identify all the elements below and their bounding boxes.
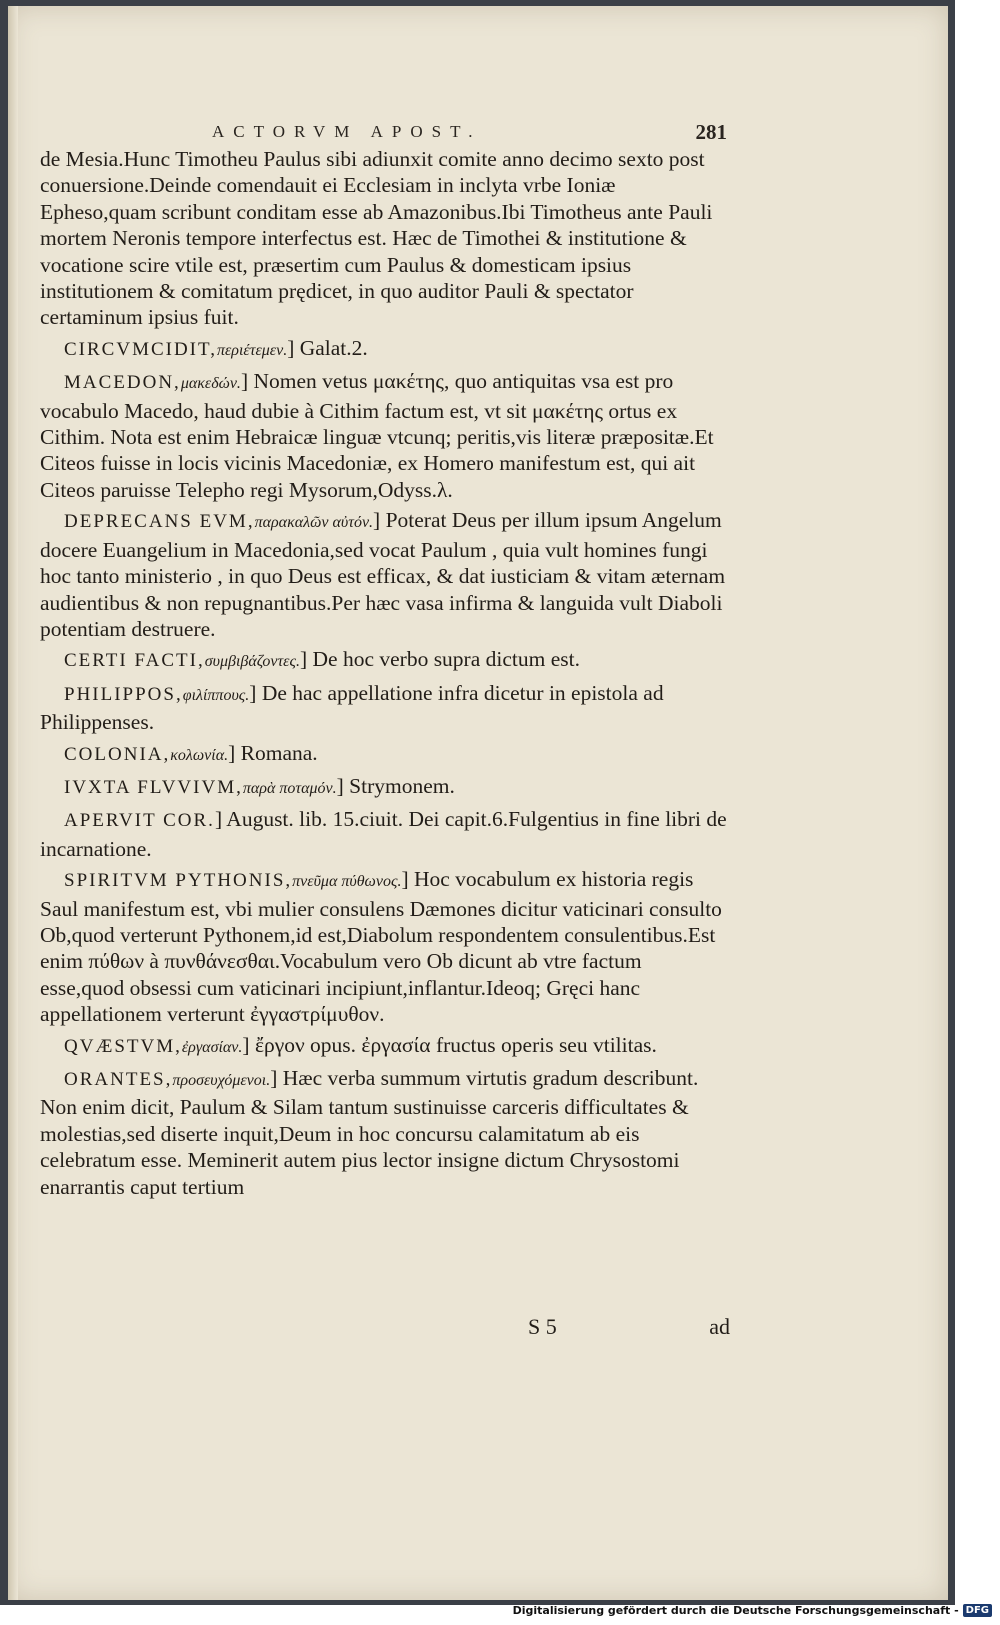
commentary-entry <box>40 1065 730 1200</box>
lemma: APERVIT COR. <box>64 810 215 832</box>
running-head: ACTORVM APOST. <box>212 122 482 141</box>
greek-term: κολωνία. <box>170 746 229 764</box>
paragraph-text: de Mesia.Hunc Timotheu Paulus sibi adiunxit comite anno decimo sexto post conuersione.Deinde comendauit ei Ecclesiam in inclyta vrbe Ioniæ Epheso,quam scribunt conditam esse ab Amazonibus.Ibi Timotheus ante Pauli mortem Neronis tempore interfectus est. Hæc de Timothei & institutione & vocatione scire vtile est, præsertim cum Paulus & domesticam ipsius institutionem & comitatum prędicet, in quo auditor Pauli & spectator certaminum ipsius fuit. <box>40 147 713 330</box>
entry-text: ] August. lib. 15.ciuit. Dei capit.6.Fulgentius in fine libri de incarnatione. <box>40 807 727 861</box>
lemma: PHILIPPOS, <box>64 683 183 705</box>
greek-term: μακεδών. <box>180 375 241 393</box>
dfg-logo-icon: DFG <box>963 1604 992 1617</box>
lemma: COLONIA, <box>64 743 171 765</box>
lemma: MACEDON, <box>64 372 181 394</box>
commentary-entry <box>40 773 730 802</box>
entry-text: ] Poterat Deus per illum ipsum Angelum docere Euangelium in Macedonia,sed vocat Paulum , quia vult homines fungi hoc tanto ministerio , in quo Deus est efficax, & dat iusticiam & vitam æternam audientibus & non repugnantibus.Per hæc vasa infirma & languida vult Diaboli potentiam destruere. <box>40 508 726 641</box>
lemma: ORANTES, <box>64 1069 173 1090</box>
page-footer-line <box>40 1314 730 1342</box>
greek-term: παρακαλῶν αὐτόν. <box>254 514 374 532</box>
entry-text: ] Strymonem. <box>336 773 455 798</box>
greek-term: παρὰ ποταμόν. <box>242 779 337 797</box>
entry-text: ] Galat.2. <box>287 335 368 360</box>
commentary-entry <box>40 680 730 736</box>
entry-text: ] Hoc vocabulum ex historia regis Saul manifestum est, vbi mulier consulens Dæmones dicitur vaticinari consulto Ob,quod verterunt Pythonem,id est,Diabolum respondentem consulentibus.Est enim πύθων à πυνθάνεσθαι.Vocabulum vero Ob dicunt ab vtre factum esse,quod obsessi cum vaticinari incipiunt,inflantur.Ideoq; Gręci hanc appellationem verterunt ἐγγαστρίμυθον. <box>40 867 722 1027</box>
entry-text: ] Nomen vetus μακέτης, quo antiquitas vsa est pro vocabulo Macedo, haud dubie à Cithim factum est, vt sit μακέτης ortus ex Cithim. Nota est enim Hebraicæ linguæ vtcunq; peritis,vis literæ præpositæ.Et Citeos fuisse in locis vicinis Macedoniæ, ex Homero manifestum est, qui ait Citeos paruisse Telepho regi Mysorum,Odyss.λ. <box>40 369 714 502</box>
commentary-entry <box>40 1032 730 1061</box>
greek-term: φιλίππους. <box>182 686 250 704</box>
page-gutter-edge <box>8 6 18 1600</box>
entry-text: ] De hac appellatione infra dicetur in epistola ad Philippenses. <box>40 680 664 735</box>
main-text-block <box>40 146 730 1200</box>
folio-number: 281 <box>695 120 727 144</box>
greek-term: προσευχόμενοι. <box>172 1072 271 1089</box>
commentary-entry <box>40 368 730 503</box>
commentary-entry <box>40 335 730 364</box>
lemma: CIRCVMCIDIT, <box>64 338 217 360</box>
greek-term: συμβιβάζοντες. <box>204 653 300 671</box>
digitization-credit <box>513 1604 992 1617</box>
entry-text: ] ἔργον opus. ἐργασία fructus operis seu vtilitas. <box>242 1032 657 1057</box>
greek-term: πνεῦμα πύθωνος. <box>292 873 402 891</box>
entry-text: ] Hæc verba summum virtutis gradum describunt. Non enim dicit, Paulum & Silam tantum sustinuisse carceris difficultates & molestias,sed diserte inquit,Deum in hoc concursu calamitatum ab eis celebratum esse. Meminerit autem pius lector insigne dictum Chrysostomi enarrantis caput tertium <box>40 1066 699 1199</box>
commentary-entry <box>40 507 730 642</box>
greek-term: ἐργασίαν. <box>181 1038 243 1056</box>
lemma: SPIRITVM PYTHONIS, <box>64 870 293 892</box>
lemma: QVÆSTVM, <box>64 1035 182 1057</box>
text-paragraph <box>40 146 730 331</box>
lemma: DEPRECANS EVM, <box>64 511 255 533</box>
greek-term: περιέτεμεν. <box>216 341 288 359</box>
commentary-entry <box>40 806 730 862</box>
entry-text: ] De hoc verbo supra dictum est. <box>299 647 580 672</box>
page-header <box>42 120 727 146</box>
credit-text: Digitalisierung gefördert durch die Deutsche Forschungsgemeinschaft - <box>512 1604 959 1617</box>
commentary-entry <box>40 646 730 675</box>
commentary-entry <box>40 866 730 1027</box>
lemma: CERTI FACTI, <box>64 650 205 672</box>
entry-text: ] Romana. <box>228 740 318 765</box>
commentary-entry <box>40 740 730 769</box>
catchword: ad <box>709 1314 730 1339</box>
lemma: IVXTA FLVVIVM, <box>64 776 243 798</box>
signature-mark: S 5 <box>528 1314 557 1339</box>
